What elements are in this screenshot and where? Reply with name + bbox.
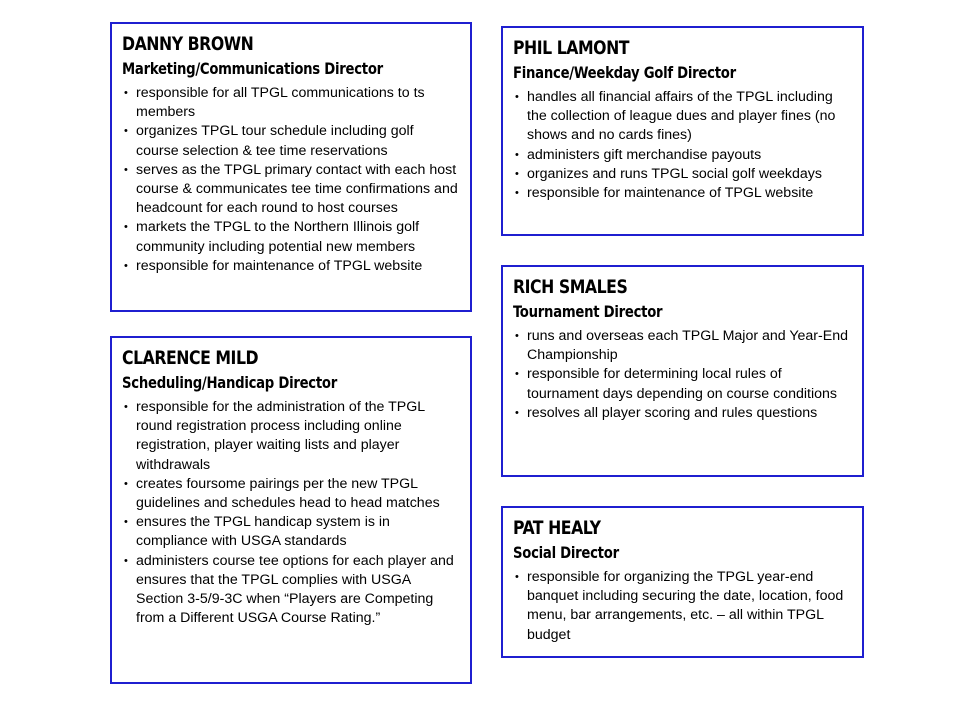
list-item: • responsible for organizing the TPGL year-end banquet including securing the date, location, food menu, bar arrangements, etc. – all within TPGL budget (513, 568, 852, 645)
list-item: • responsible for determining local rules of tournament days depending on course conditions (513, 365, 852, 403)
list-item: • organizes TPGL tour schedule including golf course selection & tee time reservations (122, 122, 460, 160)
list-item: • responsible for the administration of the TPGL round registration process including online registration, player waiting lists and player withdrawals (122, 398, 460, 475)
list-item: • administers gift merchandise payouts (513, 146, 852, 165)
director-card-phil-lamont (501, 26, 864, 236)
director-role: Social Director (513, 543, 619, 562)
director-name: PAT HEALY (513, 517, 601, 539)
list-item: • runs and overseas each TPGL Major and Year-End Championship (513, 327, 852, 365)
director-role: Finance/Weekday Golf Director (513, 63, 736, 82)
responsibilities-list (513, 88, 852, 203)
list-item: • administers course tee options for each player and ensures that the TPGL complies with USGA Section 3-5/9-3C when “Players are Competing from a Different USGA Course Rating.” (122, 552, 460, 629)
director-card-pat-healy (501, 506, 864, 658)
director-role: Marketing/Communications Director (122, 59, 383, 78)
list-item: • responsible for all TPGL communications to ts members (122, 84, 460, 122)
director-role: Tournament Director (513, 302, 663, 321)
responsibilities-list (122, 398, 460, 628)
list-item: • markets the TPGL to the Northern Illinois golf community including potential new members (122, 218, 460, 256)
list-item: • resolves all player scoring and rules questions (513, 404, 852, 423)
director-name: CLARENCE MILD (122, 347, 259, 369)
responsibilities-list (122, 84, 460, 276)
director-card-rich-smales (501, 265, 864, 477)
list-item: • ensures the TPGL handicap system is in compliance with USGA standards (122, 513, 460, 551)
list-item: • responsible for maintenance of TPGL website (122, 257, 460, 276)
list-item: • creates foursome pairings per the new TPGL guidelines and schedules head to head matches (122, 475, 460, 513)
list-item: • handles all financial affairs of the TPGL including the collection of league dues and player fines (no shows and no cards fines) (513, 88, 852, 146)
list-item: • organizes and runs TPGL social golf weekdays (513, 165, 852, 184)
director-name: PHIL LAMONT (513, 37, 630, 59)
director-card-danny-brown (110, 22, 472, 312)
responsibilities-list (513, 568, 852, 645)
director-card-clarence-mild (110, 336, 472, 684)
director-name: DANNY BROWN (122, 33, 254, 55)
responsibilities-list (513, 327, 852, 423)
list-item: • responsible for maintenance of TPGL website (513, 184, 852, 203)
director-role: Scheduling/Handicap Director (122, 373, 338, 392)
list-item: • serves as the TPGL primary contact with each host course & communicates tee time confirmations and headcount for each round to host courses (122, 161, 460, 219)
director-name: RICH SMALES (513, 276, 628, 298)
